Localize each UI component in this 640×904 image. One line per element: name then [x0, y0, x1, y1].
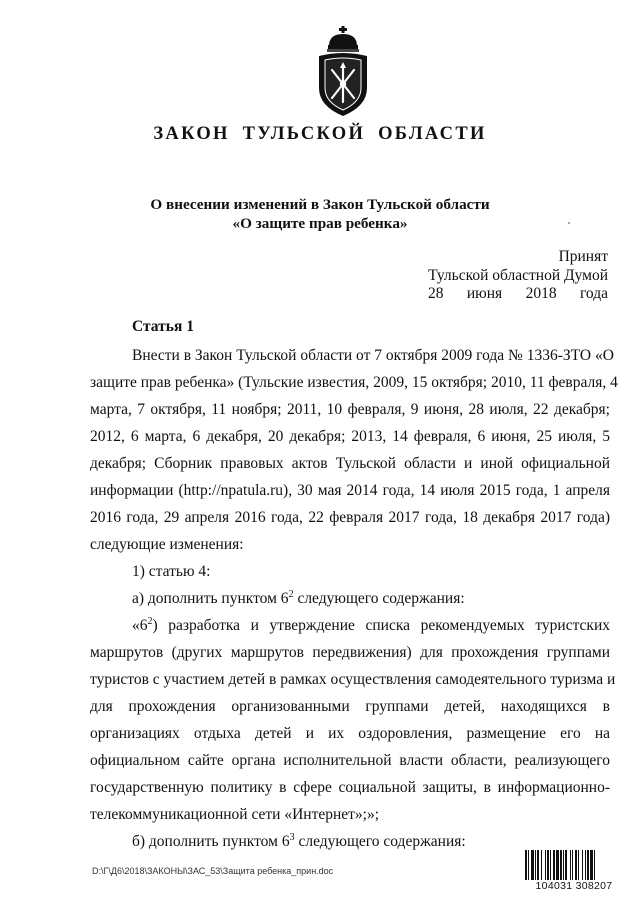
text-line: «$6^2$) разработка и утверждение списка рекомендуемых туристских	[132, 615, 610, 634]
text-line: следующие изменения:	[90, 536, 244, 553]
article-heading: Статья 1	[132, 318, 194, 335]
subject-line-1: О внесении изменений в Закон Тульской области	[150, 196, 490, 213]
amendment-item-a: а) дополнить пунктом $6^2$ следующего содержания:	[132, 588, 465, 607]
article-body	[90, 342, 618, 855]
adoption-year-word: года	[579, 285, 608, 302]
scan-speck	[568, 222, 570, 224]
amendment-item-1: 1) статью 4:	[132, 563, 211, 580]
text-line: 2016 года, 29 апреля 2016 года, 22 февраля 2017 года, 18 декабря 2017 года)	[90, 509, 610, 526]
adopted-label: Принят	[558, 248, 608, 265]
adoption-year: 2018	[525, 285, 557, 302]
adoption-month: июня	[466, 285, 503, 302]
text-line: марта, 7 октября, 11 ноября; 2011, 10 февраля, 9 июня, 28 июля, 22 декабря;	[90, 401, 610, 418]
text-line: для прохождения организованными группами детей, находящихся в	[90, 698, 610, 715]
adoption-date	[428, 285, 608, 304]
adopted-by: Тульской областной Думой	[428, 266, 608, 284]
text-line: официальном сайте органа исполнительной власти области, реализующего	[90, 752, 610, 769]
law-title: ЗАКОН ТУЛЬСКОЙ ОБЛАСТИ	[153, 124, 487, 144]
text-line: телекоммуникационной сети «Интернет»;»;	[90, 806, 380, 823]
text-line: маршрутов (других маршрутов передвижения) для прохождения группами	[90, 644, 610, 661]
text-line: туристов с участием детей в рамках осуществления самодеятельного туризма и	[90, 671, 616, 688]
text-line: декабря; Сборник правовых актов Тульской области и иной официальной	[90, 455, 610, 472]
barcode-number: 104031 308207	[521, 880, 627, 892]
quoted-clause	[90, 612, 616, 828]
law-subject	[0, 195, 640, 233]
text-line: Внести в Закон Тульской области от 7 октября 2009 года № 1336-ЗТО «О	[132, 347, 614, 364]
tula-coat-of-arms-emblem	[315, 26, 371, 118]
adoption-day: 28	[428, 285, 444, 302]
text-line: информации (http://npatula.ru), 30 мая 2014 года, 14 июля 2015 года, 1 апреля	[90, 482, 610, 499]
adoption-block	[428, 248, 608, 304]
text-line: 2012, 6 марта, 6 декабря, 20 декабря; 2013, 14 февраля, 6 июня, 25 июля, 5	[90, 428, 610, 445]
text-line: государственную политику в сфере социальной защиты, в информационно-	[90, 779, 610, 796]
article-intro-paragraph	[90, 342, 618, 558]
amendment-item-b: б) дополнить пунктом $6^3$ следующего содержания:	[132, 831, 466, 850]
text-line: организациях отдыха детей и их оздоровления, размещение его на	[90, 725, 610, 742]
subject-line-2: «О защите прав ребенка»	[232, 215, 408, 232]
file-path-footer: D:\Г\Д6\2018\ЗАКОНЫ\ЗАС_53\Защита ребенка_прин.doc	[92, 866, 334, 876]
text-line: защите прав ребенка» (Тульские известия, 2009, 15 октября; 2010, 11 февраля, 4	[90, 374, 618, 391]
